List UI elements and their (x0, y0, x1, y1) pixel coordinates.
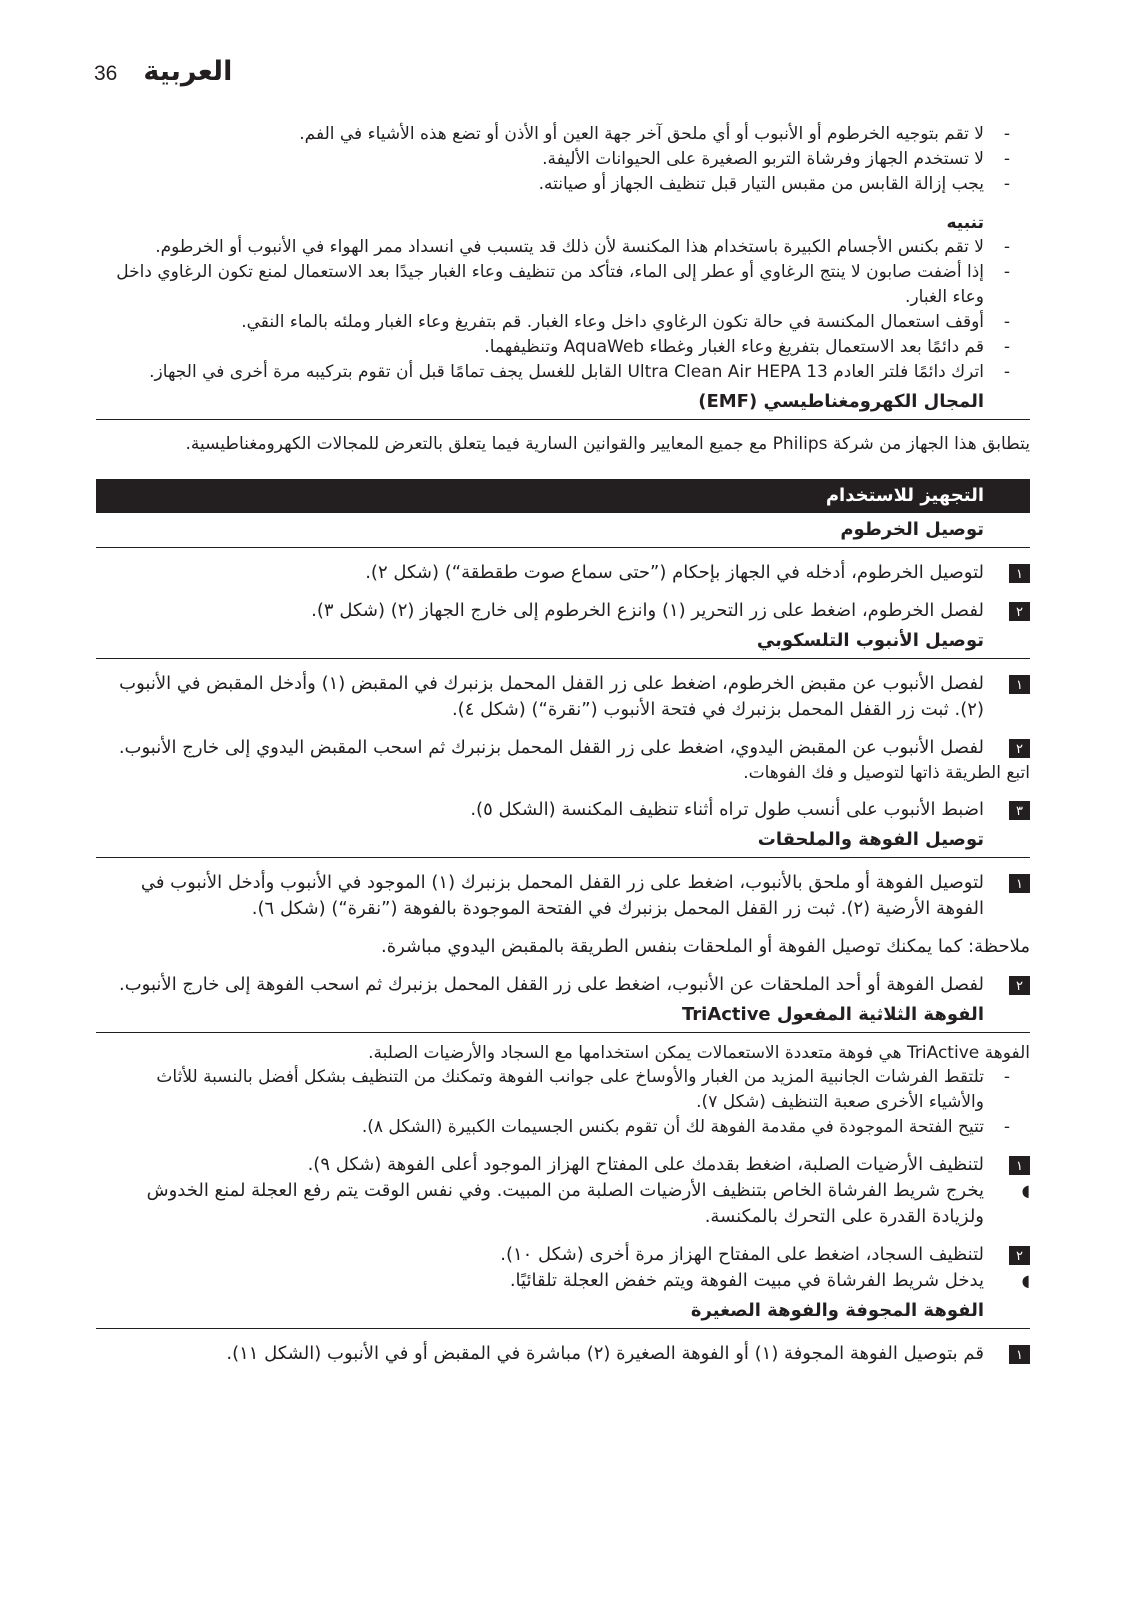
step-number: ١ (1009, 1156, 1030, 1175)
step-item: ٢ لفصل الفوهة أو أحد الملحقات عن الأنبوب، اضغط على زر القفل المحمل بزنبرك ثم اسحب الفوهة إلى خارج الأنبوب. (96, 972, 1030, 998)
step-number: ٣ (1009, 801, 1030, 820)
step-number: ٢ (1009, 602, 1030, 621)
step-number: ١ (1009, 874, 1030, 893)
step-item: ٢ لتنظيف السجاد، اضغط على المفتاح الهزاز مرة أخرى (شكل ١٠). (96, 1242, 1030, 1268)
step-number: ١ (1009, 564, 1030, 583)
result-bullet-icon: ◖ (1021, 1181, 1030, 1200)
nozzle-heading: توصيل الفوهة والملحقات (96, 827, 1030, 858)
list-item: - يجب إزالة القابس من مقبس التيار قبل تنظيف الجهاز أو صيانته. (538, 174, 1011, 194)
triactive-heading: الفوهة الثلاثية المفعول TriActive (96, 1002, 1030, 1033)
list-item: - اترك دائمًا فلتر العادم Ultra Clean Air HEPA 13 القابل للغسل يجف تمامًا قبل أن تقوم بتركيبه مرة أخرى في الجهاز. (149, 362, 1011, 382)
list-item: - لا تقم بكنس الأجسام الكبيرة باستخدام هذا المكنسة لأن ذلك قد يتسبب في انسداد ممر الهواء في الأنبوب أو الخرطوم. (155, 237, 1011, 257)
caution-list (96, 235, 1030, 385)
page-number: 36 (94, 62, 118, 85)
triactive-intro: الفوهة TriActive هي فوهة متعددة الاستعمالات يمكن استخدامها مع السجاد والأرضيات الصلبة. (368, 1043, 1030, 1063)
tube-sub-note: اتبع الطريقة ذاتها لتوصيل و فك الفوهات. (743, 763, 1030, 783)
page-header (94, 56, 232, 87)
step-number: ٢ (1009, 976, 1030, 995)
list-item: - أوقف استعمال المكنسة في حالة تكون الرغاوي داخل وعاء الغبار. قم بتفريغ وعاء الغبار وملئه بالماء النقي. (241, 312, 1011, 332)
emf-heading: المجال الكهرومغناطيسي (EMF) (96, 389, 1030, 420)
prep-section-bar: التجهيز للاستخدام (96, 479, 1030, 513)
step-number: ١ (1009, 675, 1030, 694)
warning-list (96, 122, 1030, 197)
page-content (96, 122, 1030, 1367)
step-item: ١ لتوصيل الخرطوم، أدخله في الجهاز بإحكام (”حتى سماع صوت طقطقة“) (شكل ٢). (96, 560, 1030, 586)
list-item: - لا تقم بتوجيه الخرطوم أو الأنبوب أو أي ملحق آخر جهة العين أو الأذن أو تضع هذه الأشياء في الفم. (299, 124, 1011, 144)
result-bullet-icon: ◖ (1021, 1271, 1030, 1290)
list-item: - قم دائمًا بعد الاستعمال بتفريغ وعاء الغبار وغطاء AquaWeb وتنظيفهما. (484, 337, 1011, 357)
step-result: ◖ يدخل شريط الفرشاة في مبيت الفوهة ويتم خفض العجلة تلقائيًا. (96, 1268, 1030, 1294)
list-item: - تلتقط الفرشات الجانبية المزيد من الغبار والأوساخ على جوانب الفوهة وتمكنك من التنظيف بشكل أفضل بالنسبة للأثاث والأشياء الأخرى صعبة التنظيف (شكل ٧). (156, 1067, 1011, 1112)
hose-heading: توصيل الخرطوم (96, 517, 1030, 548)
step-item: ٢ لفصل الأنبوب عن المقبض اليدوي، اضغط على زر القفل المحمل بزنبرك ثم اسحب المقبض اليدوي إلى خارج الأنبوب. (96, 735, 1030, 761)
step-number: ١ (1009, 1345, 1030, 1364)
list-item: - تتيح الفتحة الموجودة في مقدمة الفوهة لك أن تقوم بكنس الجسيمات الكبيرة (الشكل ٨). (361, 1117, 1011, 1137)
list-item: - لا تستخدم الجهاز وفرشاة التربو الصغيرة على الحيوانات الأليفة. (542, 149, 1011, 169)
crevice-heading: الفوهة المجوفة والفوهة الصغيرة (96, 1298, 1030, 1329)
step-item: ١ قم بتوصيل الفوهة المجوفة (١) أو الفوهة الصغيرة (٢) مباشرة في المقبض أو في الأنبوب (الشكل ١١). (96, 1341, 1030, 1367)
step-number: ٢ (1009, 739, 1030, 758)
step-item: ١ لتنظيف الأرضيات الصلبة، اضغط بقدمك على المفتاح الهزاز الموجود أعلى الفوهة (شكل ٩). (96, 1152, 1030, 1178)
step-item: ١ لتوصيل الفوهة أو ملحق بالأنبوب، اضغط على زر القفل المحمل بزنبرك (١) الموجود في الأنبوب وأدخل الأنبوب في الفوهة الأرضية (٢). ثبت زر القفل المحمل بزنبرك في الفتحة الموجودة بالفوهة (”نقرة“) (شكل ٦). (96, 870, 1030, 922)
page-language-title: العربية (143, 56, 233, 87)
caution-heading: تنبيه (946, 213, 984, 233)
step-item: ١ لفصل الأنبوب عن مقبض الخرطوم، اضغط على زر القفل المحمل بزنبرك في المقبض (١) وأدخل المقبض في الأنبوب (٢). ثبت زر القفل المحمل بزنبرك في فتحة الأنبوب (”نقرة“) (شكل ٤). (96, 671, 1030, 723)
step-item: ٣ اضبط الأنبوب على أنسب طول تراه أثناء تنظيف المكنسة (الشكل ٥). (96, 797, 1030, 823)
step-result: ◖ يخرج شريط الفرشاة الخاص بتنظيف الأرضيات الصلبة من المبيت. وفي نفس الوقت يتم رفع العجلة لمنع الخدوش ولزيادة القدرة على التحرك بالمكنسة. (96, 1178, 1030, 1230)
list-item: - إذا أضفت صابون لا ينتج الرغاوي أو عطر إلى الماء، فتأكد من تنظيف وعاء الغبار جيدًا بعد الاستعمال لمنع تكون الرغاوي داخل وعاء الغبار. (116, 262, 1011, 307)
step-item: ٢ لفصل الخرطوم، اضغط على زر التحرير (١) وانزع الخرطوم إلى خارج الجهاز (٢) (شكل ٣). (96, 598, 1030, 624)
emf-text: يتطابق هذا الجهاز من شركة Philips مع جميع المعايير والقوانين السارية فيما يتعلق بالتعرض للمجالات الكهرومغناطيسية. (185, 434, 1030, 454)
nozzle-note: ملاحظة: كما يمكنك توصيل الفوهة أو الملحقات بنفس الطريقة بالمقبض اليدوي مباشرة. (380, 936, 1030, 957)
step-number: ٢ (1009, 1246, 1030, 1265)
tube-heading: توصيل الأنبوب التلسكوبي (96, 628, 1030, 659)
